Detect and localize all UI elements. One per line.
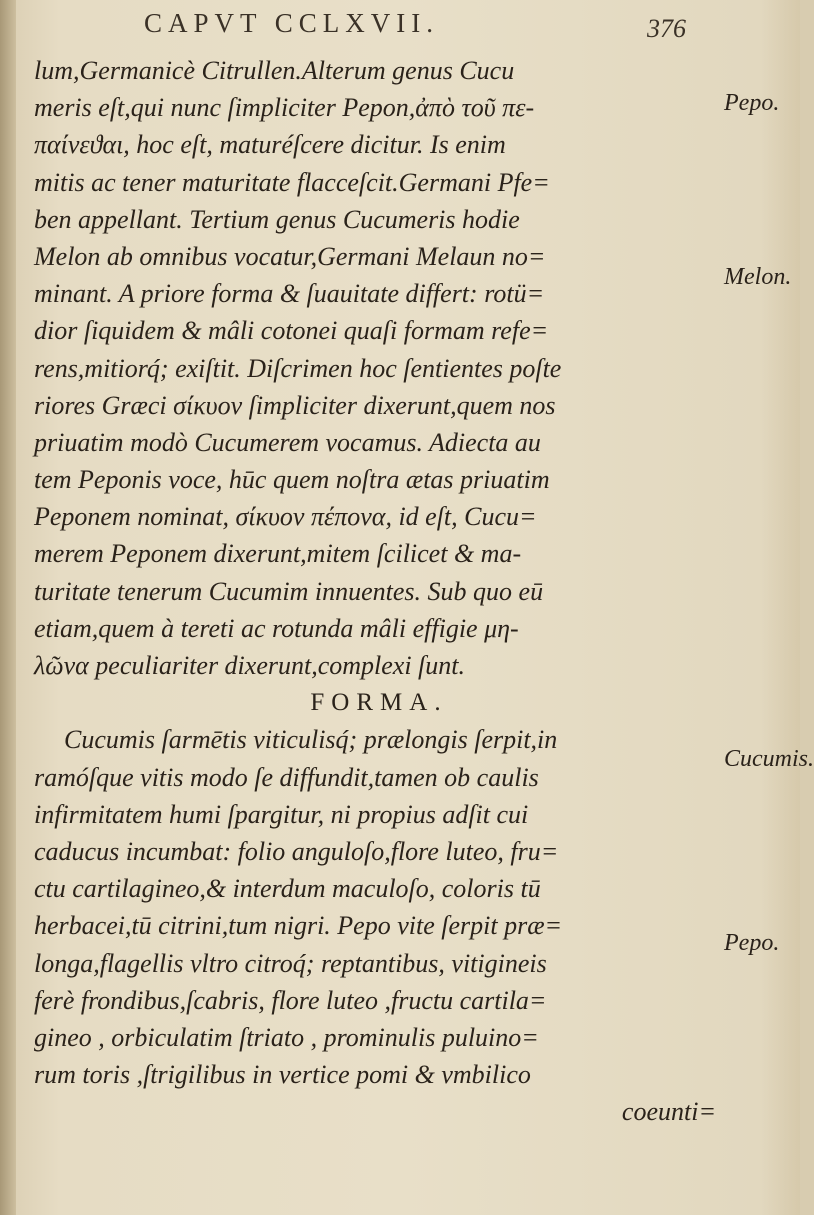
margin-note-pepo: Pepo. <box>724 90 780 116</box>
margin-note-melon: Melon. <box>724 264 792 290</box>
text-line: rens,mitiorq́; exiſtit. Diſcrimen hoc ſentientes poſte <box>34 353 562 383</box>
text-line: etiam,quem à tereti ac rotunda mâli effigie μη- <box>34 613 519 643</box>
text-line: turitate tenerum Cucumim innuentes. Sub quo eū <box>34 576 544 606</box>
text-line: merem Peponem dixerunt,mitem ſcilicet & ma- <box>34 539 522 569</box>
text-line: gineo , orbiculatim ſtriato , prominulis puluino= <box>34 1022 539 1052</box>
body-text <box>34 52 724 1130</box>
text-line: infirmitatem humi ſpargitur, ni propius adſit cui <box>34 799 529 829</box>
text-line: lum,Germanicè Citrullen.Alterum genus Cucu <box>34 56 515 85</box>
text-line: ben appellant. Tertium genus Cucumeris hodie <box>34 204 520 234</box>
text-line: priuatim modò Cucumerem vocamus. Adiecta au <box>34 427 541 457</box>
text-line: λῶνα peculiariter dixerunt,complexi ſunt. <box>34 651 465 680</box>
page-header <box>130 6 690 46</box>
text-line: ramóſque vitis modo ſe diffundit,tamen ob caulis <box>34 762 539 792</box>
text-line: longa,flagellis vltro citroq́; reptantibus, vitigineis <box>34 948 547 978</box>
binding-gutter <box>0 0 16 1215</box>
text-line: tem Peponis voce, hūc quem noſtra ætas priuatim <box>34 465 550 495</box>
text-line: meris eſt,qui nunc ſimpliciter Pepon,ἀπὸ τοῦ πε- <box>34 93 535 123</box>
text-line: ctu cartilagineo,& interdum maculoſo, coloris tū <box>34 874 541 904</box>
text-line: Peponem nominat, σίκυον πέπονα, id eſt, Cucu= <box>34 502 537 532</box>
text-line: ferè frondibus,ſcabris, flore luteo ,fructu cartila= <box>34 985 547 1015</box>
catchword: coeunti= <box>621 1097 716 1127</box>
text-line: minant. A priore forma & ſuauitate differt: rotü= <box>34 279 545 309</box>
text-line: rum toris ,ſtrigilibus in vertice pomi & vmbilico <box>34 1060 531 1090</box>
text-line: Melon ab omnibus vocatur,Germani Melaun no= <box>34 241 546 271</box>
page-number: 376 <box>647 14 686 43</box>
margin-note-cucumis: Cucumis. <box>724 746 814 772</box>
text-line: riores Græci σίκυον ſimpliciter dixerunt,quem nos <box>34 390 556 420</box>
text-line: dior ſiquidem & mâli cotonei quaſi formam refe= <box>34 316 549 346</box>
margin-note-pepo-2: Pepo. <box>724 930 780 956</box>
text-line: caducus incumbat: folio anguloſo,flore luteo, fru= <box>34 836 559 866</box>
text-line: παίνεϑαι, hoc eſt, maturéſcere dicitur. Is enim <box>34 130 506 160</box>
text-line: Cucumis ſarmētis viticulisq́; prælongis ſerpit,in <box>64 725 558 755</box>
section-heading: FORMA. <box>310 689 448 717</box>
running-head: CAPVT CCLXVII. <box>144 8 440 38</box>
text-line: mitis ac tener maturitate flacceſcit.Germani Pfe= <box>34 167 550 197</box>
text-line: herbacei,tū citrini,tum nigri. Pepo vite ſerpit præ= <box>34 911 563 941</box>
